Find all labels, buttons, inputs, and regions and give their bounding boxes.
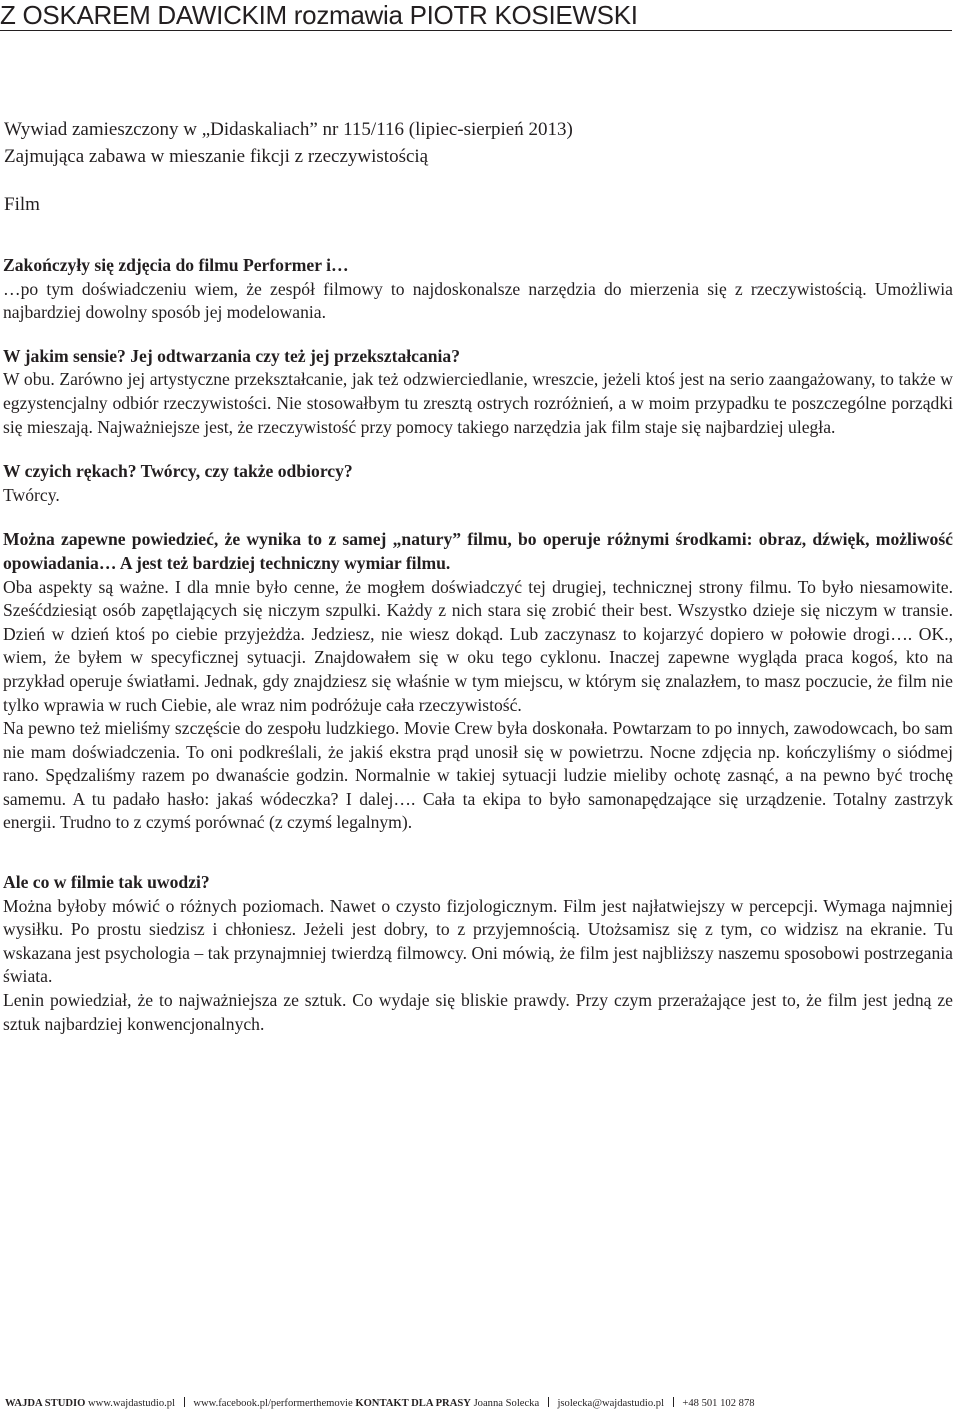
answer: Oba aspekty są ważne. I dla mnie było cenne, że mogłem doświadczyć tej drugiej, technicznej strony filmu. To było niesamowite. Sześćdziesiąt osób zapętlających się niczym szpulki. Każdy z nich stara się zrobić their best. Wszystko dzieje się niczym w transie. Dzień w dzień ktoś po ciebie przyjeżdża. Jedziesz, nie wiesz dokąd. Lub zaczynasz to kojarzyć dopiero w połowie drogi…. OK., wiem, że byłem w specyficznej sytuacji. Znajdowałem się w oku tego cyklonu. Inaczej zapewne wygląda praca kogoś, kto na przykład operuje światłami. Jednak, gdy znajdziesz się właśnie w tym miejscu, w którym się znalazłem, to masz poczucie, że film nie tylko wprawia w ruch Ciebie, ale wraz nim podróżuje cała rzeczywistość. [3,576,953,715]
question: Zakończyły się zdjęcia do filmu Performer i… [3,255,349,275]
question: Ale co w filmie tak uwodzi? [3,872,210,893]
page-header: Z OSKAREM DAWICKIM rozmawia PIOTR KOSIEWSKI [0,0,952,31]
section-label: Film [4,194,40,215]
studio-name: WAJDA STUDIO [5,1398,86,1409]
press-contact-label: KONTAKT DLA PRASY [355,1398,471,1409]
answer: …po tym doświadczeniu wiem, że zespół filmowy to najdoskonalsze narzędzia do mierzenia się z rzeczywistością. Umożliwia najbardziej dowolny sposób jej modelowania. [3,278,953,323]
facebook-link[interactable]: www.facebook.pl/performerthemovie [193,1398,353,1409]
question: Można zapewne powiedzieć, że wynika to z samej „natury” filmu, bo operuje różnymi środkami: obraz, dźwięk, możliwość opowiadania… A jest też bardziej techniczny wymiar filmu. [3,529,953,573]
page-footer [5,1397,955,1410]
answer: Na pewno też mieliśmy szczęście do zespołu ludzkiego. Movie Crew była doskonała. Powtarzam to po innych, zawodowcach, bo sam nie mam doświadczenia. To oni podkreślali, że jakiś ekstra prąd unosił się w powietrzu. Nocne zdjęcia np. kończyliśmy o siódmej rano. Spędzaliśmy razem po dwanaście godzin. Normalnie w takiej sytuacji ludzie mieliby ochotę zasnąć, a na pewno być trochę samemu. A tu padało hasło: jakaś wódeczka? I dalej…. Cała ta ekipa to było samonapędzające się urządzenie. Totalny zastrzyk energii. Trudno to z czymś porównać (z czymś legalnym). [3,718,953,833]
phone-number: +48 501 102 878 [682,1398,755,1409]
studio-website-link[interactable]: www.wajdastudio.pl [88,1398,176,1409]
email-link[interactable]: jsolecka@wajdastudio.pl [557,1398,665,1409]
contact-name: Joanna Solecka [473,1398,540,1409]
answer: Lenin powiedział, że to najważniejsza ze sztuk. Co wydaje się bliskie prawdy. Przy czym przerażające jest to, że film jest jedną ze sztuk najbardziej konwencjonalnych. [3,990,953,1034]
question: W jakim sensie? Jej odtwarzania czy też jej przekształcania? [3,345,461,366]
separator [673,1397,674,1407]
answer: Można byłoby mówić o różnych poziomach. Nawet o czysto fizjologicznym. Film jest najłatwiejszy w percepcji. Wymaga najmniej wysiłku. Po prostu siedzisz i chłoniesz. Jeżeli jest dobry, to z przyjemnością. Utożsamisz się z tym, co widzisz na ekranie. Tu wskazana jest psychologia – tak przynajmniej twierdzą filmowcy. Oni mówią, że film jest najbliższy naszemu sposobowi postrzegania świata. [3,895,953,987]
publication-info [4,116,573,170]
answer: Twórcy. [3,484,60,505]
publication-line: Wywiad zamieszczony w „Didaskaliach” nr 115/116 (lipiec-sierpień 2013) [4,119,573,140]
separator [548,1397,549,1407]
article-title: Zajmująca zabawa w mieszanie fikcji z rzeczywistością [4,146,429,167]
interview-body [3,254,953,1036]
answer: W obu. Zarówno jej artystyczne przekształcanie, jak też odzwierciedlanie, wreszcie, jeżeli ktoś jest na serio zaangażowany, to także w egzystencjalny odbiór rzeczywistości. Nie stosowałbym tu zresztą ostrych rozróżnień, a w moim przypadku te poszczególne porządki się mieszają. Najważniejsze jest, że rzeczywistość przy pomocy takiego narzędzia jak film staje się najbardziej uległa. [3,369,953,437]
question: W czyich rękach? Twórcy, czy także odbiorcy? [3,461,353,482]
separator [184,1397,185,1407]
